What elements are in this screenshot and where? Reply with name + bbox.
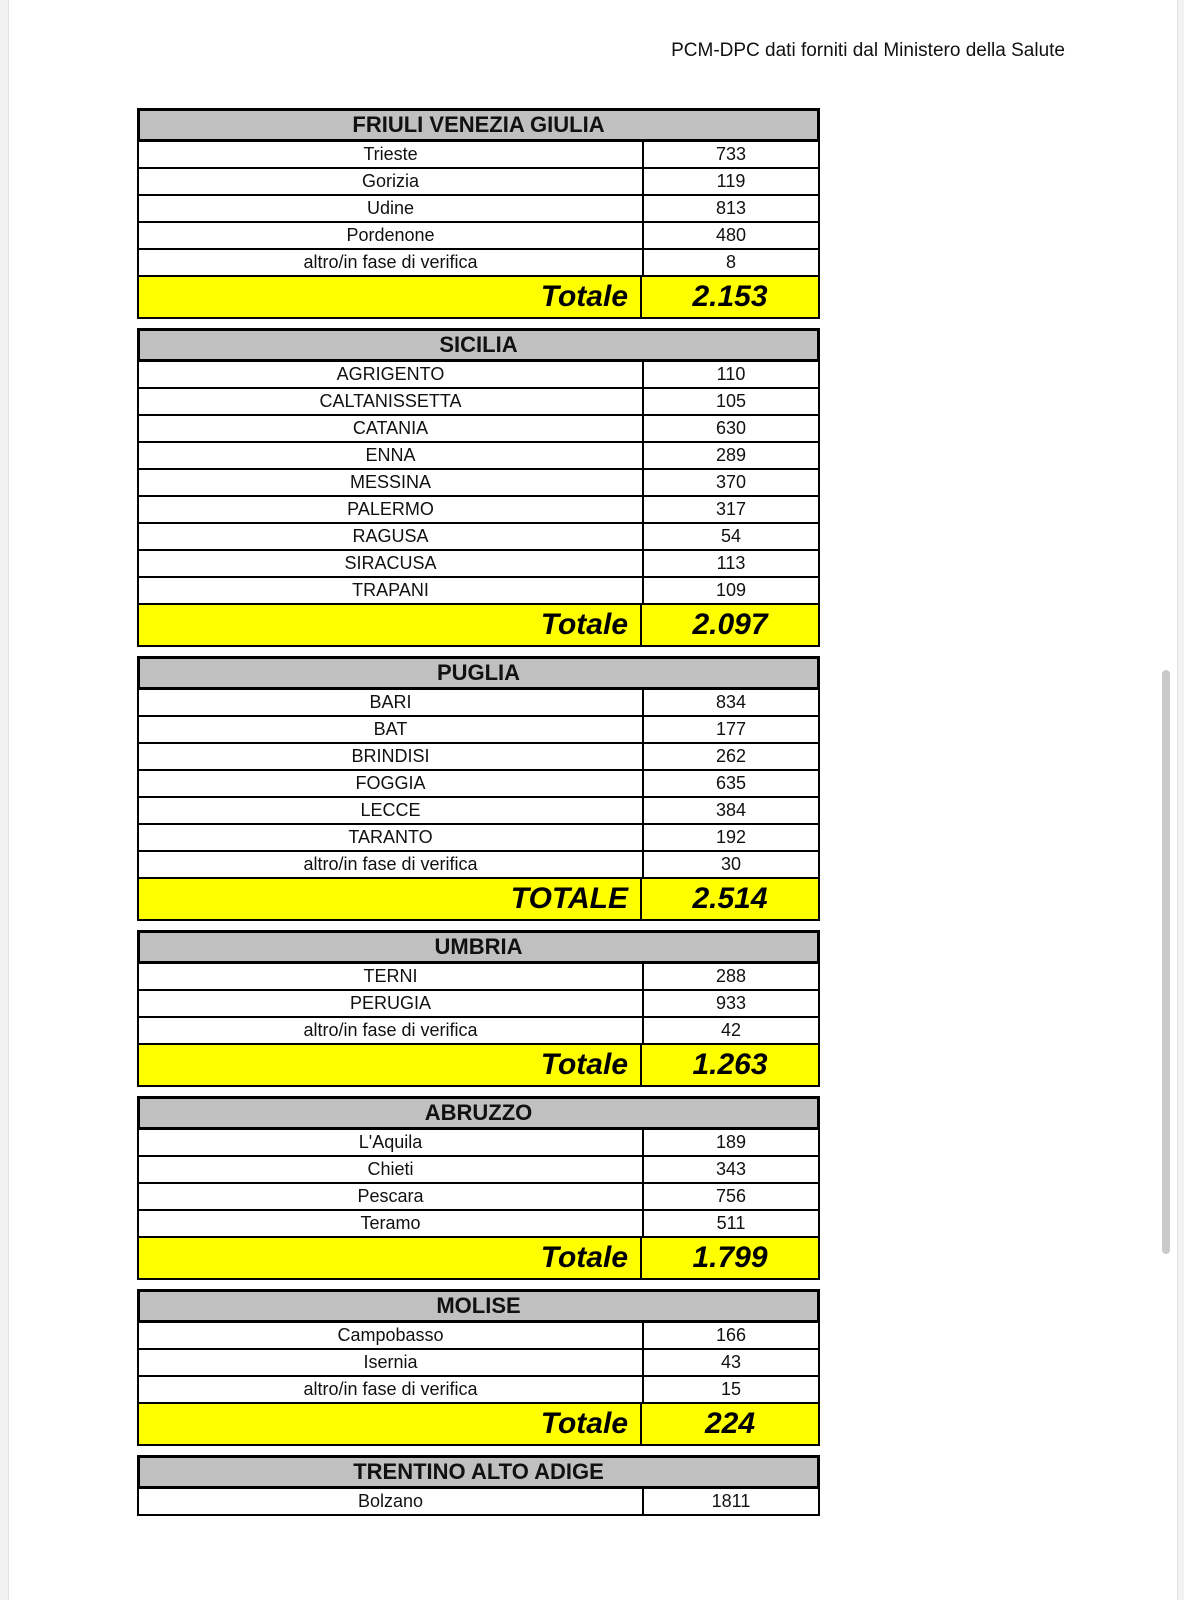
total-value: 1.799 [692, 1241, 768, 1274]
province-name: Isernia [139, 1350, 644, 1375]
province-value: 109 [715, 580, 747, 600]
region-header: FRIULI VENEZIA GIULIA [137, 108, 820, 142]
province-name: BARI [139, 690, 644, 715]
total-value: 2.097 [692, 608, 768, 641]
province-name: Pordenone [139, 223, 644, 248]
province-value: 370 [715, 472, 747, 492]
province-name: PALERMO [139, 497, 644, 522]
province-value: 8 [725, 252, 736, 272]
table-row [137, 771, 820, 798]
table-row [137, 798, 820, 825]
total-label: Totale [139, 605, 642, 645]
province-name: Bolzano [139, 1489, 644, 1514]
province-value: 733 [715, 144, 747, 164]
total-value: 2.153 [692, 280, 768, 313]
table-row [137, 470, 820, 497]
regional-tables [137, 108, 820, 1525]
province-name: Gorizia [139, 169, 644, 194]
table-row [137, 362, 820, 389]
province-name: BRINDISI [139, 744, 644, 769]
province-name: altro/in fase di verifica [139, 852, 644, 877]
table-row [137, 717, 820, 744]
province-name: altro/in fase di verifica [139, 1377, 644, 1402]
province-name: Pescara [139, 1184, 644, 1209]
region-header: UMBRIA [137, 930, 820, 964]
province-name: MESSINA [139, 470, 644, 495]
total-value: 2.514 [692, 882, 768, 915]
province-value: 262 [715, 746, 747, 766]
province-value: 317 [715, 499, 747, 519]
province-value: 30 [720, 854, 742, 874]
region-table [137, 656, 820, 921]
province-value: 1811 [711, 1491, 751, 1511]
table-row [137, 1489, 820, 1516]
table-row [137, 578, 820, 605]
table-row [137, 551, 820, 578]
province-value: 119 [716, 171, 746, 191]
province-name: Udine [139, 196, 644, 221]
province-name: AGRIGENTO [139, 362, 644, 387]
province-name: altro/in fase di verifica [139, 1018, 644, 1043]
total-value: 224 [704, 1407, 756, 1440]
region-table [137, 108, 820, 319]
total-row [137, 1238, 820, 1280]
table-row [137, 1377, 820, 1404]
total-row [137, 879, 820, 921]
province-value: 756 [715, 1186, 747, 1206]
province-value: 834 [715, 692, 747, 712]
province-name: Trieste [139, 142, 644, 167]
table-row [137, 250, 820, 277]
total-label: Totale [139, 1045, 642, 1085]
province-value: 192 [715, 827, 747, 847]
total-label: Totale [139, 1238, 642, 1278]
province-name: RAGUSA [139, 524, 644, 549]
province-value: 43 [720, 1352, 742, 1372]
total-value: 1.263 [692, 1048, 768, 1081]
table-row [137, 169, 820, 196]
region-table [137, 930, 820, 1087]
table-row [137, 497, 820, 524]
province-name: TARANTO [139, 825, 644, 850]
table-row [137, 825, 820, 852]
total-row [137, 277, 820, 319]
province-value: 105 [715, 391, 747, 411]
table-row [137, 1157, 820, 1184]
province-name: PERUGIA [139, 991, 644, 1016]
province-value: 289 [715, 445, 747, 465]
table-row [137, 443, 820, 470]
vertical-scrollbar[interactable] [1162, 670, 1170, 1254]
region-table [137, 1289, 820, 1446]
province-value: 166 [715, 1325, 747, 1345]
province-name: Teramo [139, 1211, 644, 1236]
region-header: SICILIA [137, 328, 820, 362]
document-page [8, 0, 1178, 1600]
table-row [137, 416, 820, 443]
province-name: LECCE [139, 798, 644, 823]
total-label: Totale [139, 1404, 642, 1444]
province-value: 189 [715, 1132, 747, 1152]
province-value: 630 [715, 418, 747, 438]
region-header: ABRUZZO [137, 1096, 820, 1130]
province-value: 54 [720, 526, 742, 546]
province-value: 15 [720, 1379, 742, 1399]
province-name: SIRACUSA [139, 551, 644, 576]
province-name: TRAPANI [139, 578, 644, 603]
province-name: BAT [139, 717, 644, 742]
province-name: L'Aquila [139, 1130, 644, 1155]
province-name: CATANIA [139, 416, 644, 441]
province-value: 933 [715, 993, 747, 1013]
province-value: 288 [715, 966, 747, 986]
table-row [137, 1018, 820, 1045]
province-value: 813 [715, 198, 747, 218]
province-name: ENNA [139, 443, 644, 468]
province-value: 635 [715, 773, 747, 793]
province-value: 42 [720, 1020, 742, 1040]
table-row [137, 744, 820, 771]
table-row [137, 389, 820, 416]
region-table [137, 1455, 820, 1516]
province-value: 110 [716, 364, 746, 384]
table-row [137, 223, 820, 250]
table-row [137, 1130, 820, 1157]
table-row [137, 196, 820, 223]
total-label: TOTALE [139, 879, 642, 919]
source-note: PCM-DPC dati forniti dal Ministero della Salute [671, 40, 1065, 61]
table-row [137, 142, 820, 169]
province-value: 343 [715, 1159, 747, 1179]
province-value: 177 [715, 719, 747, 739]
table-row [137, 524, 820, 551]
province-name: Campobasso [139, 1323, 644, 1348]
table-row [137, 1211, 820, 1238]
table-row [137, 1350, 820, 1377]
region-header: TRENTINO ALTO ADIGE [137, 1455, 820, 1489]
table-row [137, 690, 820, 717]
total-label: Totale [139, 277, 642, 317]
province-name: TERNI [139, 964, 644, 989]
province-name: altro/in fase di verifica [139, 250, 644, 275]
region-header: PUGLIA [137, 656, 820, 690]
province-name: Chieti [139, 1157, 644, 1182]
total-row [137, 1045, 820, 1087]
total-row [137, 1404, 820, 1446]
province-value: 384 [715, 800, 747, 820]
region-header: MOLISE [137, 1289, 820, 1323]
total-row [137, 605, 820, 647]
table-row [137, 1323, 820, 1350]
province-name: CALTANISSETTA [139, 389, 644, 414]
table-row [137, 1184, 820, 1211]
province-name: FOGGIA [139, 771, 644, 796]
region-table [137, 1096, 820, 1280]
region-table [137, 328, 820, 647]
table-row [137, 964, 820, 991]
province-value: 113 [716, 553, 746, 573]
province-value: 480 [715, 225, 747, 245]
table-row [137, 991, 820, 1018]
province-value: 511 [716, 1213, 746, 1233]
table-row [137, 852, 820, 879]
